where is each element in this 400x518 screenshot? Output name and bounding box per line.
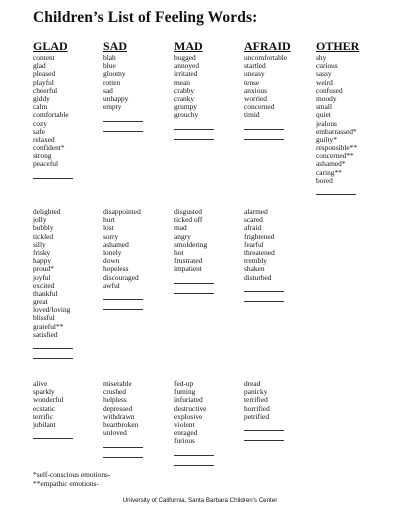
write-in-blank (244, 433, 284, 441)
feeling-word: grumpy (174, 102, 197, 112)
feeling-word: comfortable (33, 110, 69, 120)
feeling-word: worried (244, 93, 267, 103)
feeling-word: bugged (174, 53, 196, 62)
write-in-blank (244, 423, 284, 431)
feeling-word: unloved (103, 428, 127, 438)
word-group (174, 54, 214, 140)
feeling-word: alarmed (244, 207, 268, 216)
feeling-word: curious (316, 61, 338, 71)
feeling-word: hot (174, 247, 184, 257)
word-group (103, 380, 143, 458)
feeling-word: mean (174, 77, 191, 87)
feeling-word: sparkly (33, 387, 55, 397)
feeling-word: annoyed (174, 61, 200, 71)
footnote-empathic: **empathic emotions- (33, 479, 99, 488)
feeling-word: afraid (244, 223, 262, 233)
feeling-word: frightened (244, 231, 275, 241)
feeling-word: disappointed (103, 207, 141, 216)
feeling-word: silly (33, 239, 46, 249)
write-in-blank (103, 439, 143, 447)
write-in-blank (316, 187, 356, 195)
write-in-blank (103, 302, 143, 310)
feeling-word: unhappy (103, 93, 129, 103)
feeling-word: fed-up (174, 379, 194, 388)
feeling-word: great (33, 297, 48, 307)
write-in-blank (174, 132, 214, 140)
write-in-blank (174, 458, 214, 466)
feeling-word: sad (103, 85, 113, 95)
feeling-word: proud* (33, 264, 54, 274)
write-in-blank (103, 292, 143, 300)
feeling-word: jealous (316, 118, 337, 128)
feeling-word: disturbed (244, 272, 272, 282)
feeling-word: ashamed* (316, 159, 346, 169)
feeling-word: angry (174, 231, 191, 241)
feeling-word: confident* (33, 143, 65, 153)
feeling-word: weird (316, 77, 333, 87)
feeling-word: delighted (33, 207, 61, 216)
feeling-word: smoldering (174, 239, 208, 249)
feeling-word: gloomy (103, 69, 126, 79)
feeling-word: cozy (33, 118, 47, 128)
feeling-word: infuriated (174, 395, 203, 405)
feeling-word: ecstatic (33, 403, 56, 413)
feeling-word: playful (33, 77, 54, 87)
feeling-word: withdrawn (103, 411, 135, 421)
word-group (244, 208, 284, 302)
feeling-word: depressed (103, 403, 133, 413)
feeling-word: uncomfortable (244, 53, 288, 62)
write-in-blank (103, 450, 143, 458)
feeling-word: thankful (33, 288, 58, 298)
feeling-word: lonely (103, 247, 122, 257)
word-group (244, 54, 287, 140)
column-heading: AFRAID (244, 39, 291, 53)
feeling-word: jolly (33, 215, 47, 225)
feeling-word: peaceful (33, 159, 59, 169)
feeling-word: guilty* (316, 134, 337, 144)
feeling-word: miserable (103, 379, 132, 388)
word-group (33, 380, 73, 439)
write-in-blank (244, 122, 284, 130)
credit-line: University of California, Santa Barbara Children's Center (122, 497, 278, 504)
feeling-word: glad (33, 61, 46, 71)
feeling-word: discouraged (103, 272, 139, 282)
feeling-word: small (316, 102, 333, 112)
word-group (103, 54, 143, 132)
feeling-word: crabby (174, 85, 195, 95)
feeling-word: horrified (244, 403, 270, 413)
feeling-word: satisfied (33, 329, 58, 339)
feeling-word: uneasy (244, 69, 265, 79)
feeling-word: ticked off (174, 215, 203, 225)
word-group (33, 208, 73, 359)
page-title: Children’s List of Feeling Words: (33, 9, 258, 26)
feeling-word: concerned (244, 102, 275, 112)
feeling-word: explosive (174, 411, 203, 421)
feeling-word: destructive (174, 403, 207, 413)
feeling-word: giddy (33, 93, 50, 103)
write-in-blank (174, 276, 214, 284)
word-group (174, 208, 214, 294)
feeling-word: moody (316, 93, 337, 103)
feeling-word: shaken (244, 264, 265, 274)
feeling-word: blah (103, 53, 116, 62)
feeling-word: content (33, 53, 55, 62)
column-heading: GLAD (33, 39, 68, 53)
feeling-word: bubbly (33, 223, 54, 233)
write-in-blank (244, 294, 284, 302)
feeling-word: strong (33, 151, 52, 161)
write-in-blank (103, 113, 143, 121)
feeling-word: furious (174, 436, 195, 446)
feeling-word: timid (244, 110, 260, 120)
feeling-word: embarrassed* (316, 126, 357, 136)
feeling-word: startled (244, 61, 266, 71)
column-other (316, 39, 394, 185)
feeling-word: irritated (174, 69, 198, 79)
feeling-word: rotten (103, 77, 121, 87)
feeling-word: grateful** (33, 321, 64, 331)
feeling-word: wonderful (33, 395, 64, 405)
word-group (316, 54, 357, 195)
feeling-word: hopeless (103, 264, 129, 274)
write-in-blank (33, 351, 73, 359)
feeling-word: excited (33, 280, 55, 290)
feeling-word: jubilant (33, 419, 56, 429)
footnote-self-conscious: *self-conscious emotions- (33, 470, 111, 479)
feeling-word: bored (316, 175, 333, 185)
feeling-word: empty (103, 102, 122, 112)
feeling-word: frisky (33, 247, 51, 257)
feeling-word: down (103, 256, 120, 266)
feeling-word: confused (316, 85, 343, 95)
feeling-word: grouchy (174, 110, 199, 120)
feeling-word: pleased (33, 69, 56, 79)
feeling-word: loved/loving (33, 305, 71, 315)
feeling-word: crushed (103, 387, 126, 397)
feeling-word: sassy (316, 69, 332, 79)
feeling-word: terrified (244, 395, 268, 405)
feeling-word: terrific (33, 411, 54, 421)
write-in-blank (174, 286, 214, 294)
feeling-word: blissful (33, 313, 55, 323)
column-heading: MAD (174, 39, 203, 53)
feeling-word: disgusted (174, 207, 202, 216)
feeling-word: sorry (103, 231, 119, 241)
feeling-word: tickled (33, 231, 54, 241)
word-group (174, 380, 214, 466)
feeling-word: threatened (244, 247, 275, 257)
feeling-word: alive (33, 379, 48, 388)
feeling-word: hurt (103, 215, 115, 225)
feeling-word: blue (103, 61, 116, 71)
feeling-word: enraged (174, 428, 198, 438)
write-in-blank (33, 341, 73, 349)
feeling-word: awful (103, 280, 120, 290)
feeling-word: fearful (244, 239, 264, 249)
feeling-word: happy (33, 256, 52, 266)
write-in-blank (244, 132, 284, 140)
feeling-word: scared (244, 215, 263, 225)
feeling-word: calm (33, 102, 48, 112)
feeling-word: fuming (174, 387, 196, 397)
feeling-word: tense (244, 77, 260, 87)
feeling-word: cheerful (33, 85, 58, 95)
write-in-blank (174, 122, 214, 130)
feeling-word: helpless (103, 395, 127, 405)
feeling-word: relaxed (33, 134, 55, 144)
feeling-word: violent (174, 419, 195, 429)
feeling-word: joyful (33, 272, 51, 282)
feeling-word: cranky (174, 93, 195, 103)
word-group (33, 54, 73, 179)
write-in-blank (33, 431, 73, 439)
feeling-word: quiet (316, 110, 331, 120)
feeling-word: frustrated (174, 256, 203, 266)
feeling-word: anxious (244, 85, 267, 95)
feeling-word: caring** (316, 167, 342, 177)
feeling-word: dread (244, 379, 261, 388)
column-heading: OTHER (316, 39, 360, 53)
word-group (244, 380, 284, 441)
feeling-word: lost (103, 223, 114, 233)
feeling-word: safe (33, 126, 45, 136)
feeling-word: trembly (244, 256, 267, 266)
feeling-word: heartbroken (103, 419, 139, 429)
feeling-word: shy (316, 53, 327, 62)
feeling-word: petrified (244, 411, 270, 421)
write-in-blank (244, 284, 284, 292)
feeling-word: concerned** (316, 151, 354, 161)
feeling-word: impatient (174, 264, 202, 274)
feeling-word: responsible** (316, 143, 358, 153)
write-in-blank (103, 124, 143, 132)
feeling-word: panicky (244, 387, 268, 397)
feeling-word: ashamed (103, 239, 129, 249)
write-in-blank (174, 448, 214, 456)
column-heading: SAD (103, 39, 128, 53)
feeling-word: mad (174, 223, 187, 233)
write-in-blank (33, 171, 73, 179)
word-group (103, 208, 143, 310)
